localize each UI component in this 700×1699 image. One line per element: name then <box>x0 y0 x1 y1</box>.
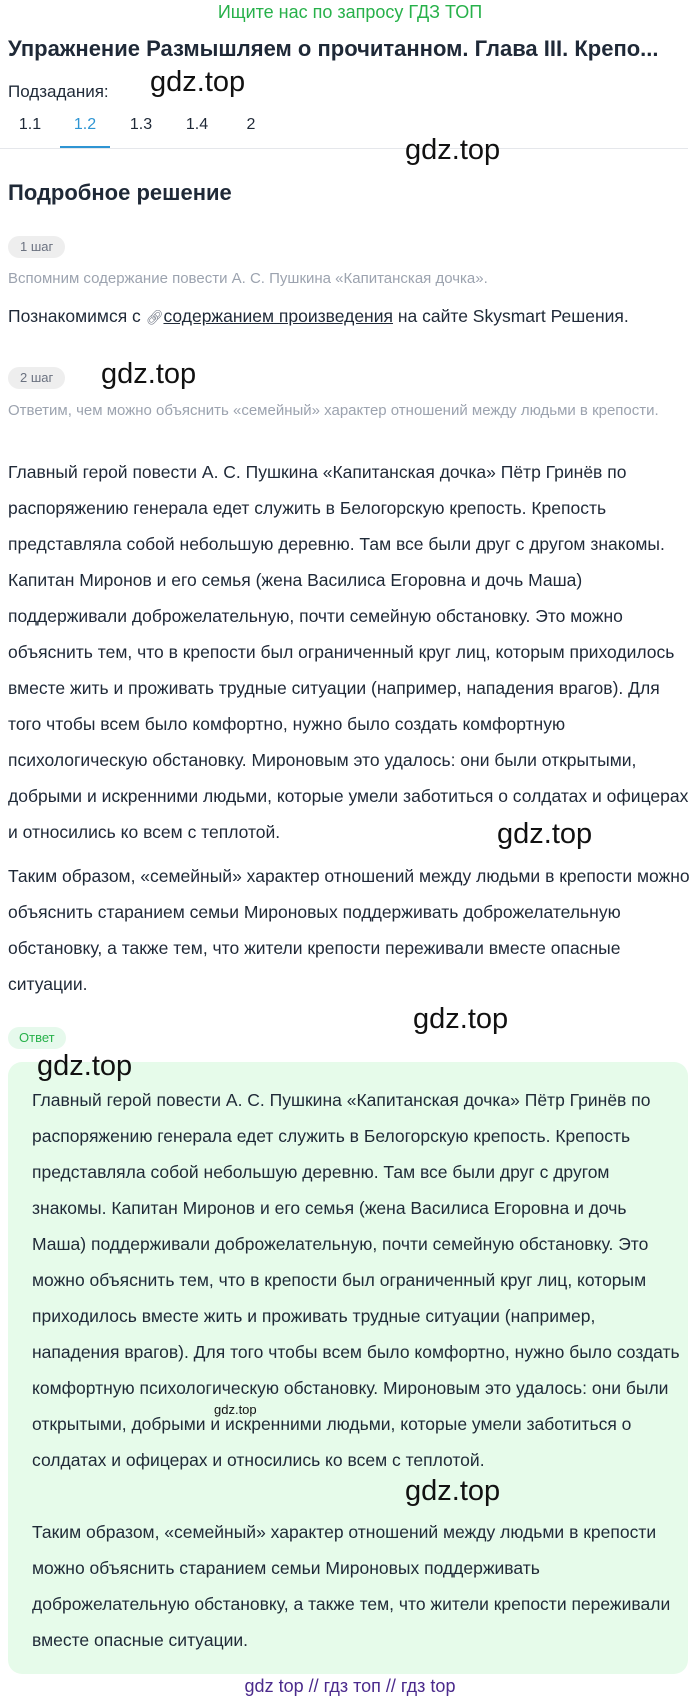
watermark: gdz.top <box>405 134 501 166</box>
answer-badge: Ответ <box>8 1027 66 1049</box>
subtask-tabs <box>0 108 688 149</box>
step-2-badge: 2 шаг <box>8 367 65 389</box>
watermark: gdz.top <box>413 1003 509 1035</box>
tab-1-4[interactable]: 1.4 <box>185 116 209 133</box>
answer-paragraph-1: Главный герой повести А. С. Пушкина «Капитанская дочка» Пётр Гринёв по распоряжению генерала едет служить в Белогорскую крепость. Крепость представляла собой небольшую деревню. Там все были друг с другом знакомы. Капитан Миронов и его семья (жена Василиса Егоровна и дочь Маша) поддерживали доброжелательную, почти семейную обстановку. Это можно объяснить тем, что в крепости был ограниченный круг лиц, которым приходилось вместе жить и проживать трудные ситуации (например, нападения врагов). Для того чтобы всем было комфортно, нужно было создать комфортную психологическую обстановку. Мироновым это удалось: они были открытыми, добрыми и искренними людьми, которые умели заботиться о солдатах и офицерах и относились ко всем с теплотой. <box>32 1090 680 1470</box>
step-2-hint: Ответим, чем можно объяснить «семейный» характер отношений между людьми в крепости. <box>8 402 659 419</box>
step-1-text-after: на сайте Skysmart Решения. <box>397 306 629 326</box>
section-title: Подробное решение <box>8 180 232 205</box>
watermark: gdz.top <box>150 66 246 98</box>
tab-1-2[interactable]: 1.2 <box>60 108 110 148</box>
search-banner[interactable]: Ищите нас по запросу ГДЗ ТОП <box>217 2 483 22</box>
link-icon: 🔗︎ <box>145 309 164 325</box>
watermark: gdz.top <box>101 358 197 390</box>
step-1-text <box>8 298 692 335</box>
answer-paragraph-2: Таким образом, «семейный» характер отношений между людьми в крепости можно объяснить старанием семьи Мироновых поддерживать доброжелательную обстановку, а также тем, что жители крепости переживали вместе опасные ситуации. <box>32 1522 671 1650</box>
watermark-small: gdz.top <box>214 1402 257 1417</box>
watermark: gdz.top <box>497 818 593 850</box>
watermark: gdz.top <box>405 1475 501 1507</box>
step-2-paragraph-1: Главный герой повести А. С. Пушкина «Капитанская дочка» Пётр Гринёв по распоряжению генерала едет служить в Белогорскую крепость. Крепость представляла собой небольшую деревню. Там все были друг с другом знакомы. Капитан Миронов и его семья (жена Василиса Егоровна и дочь Маша) поддерживали доброжелательную, почти семейную обстановку. Это можно объяснить тем, что в крепости был ограниченный круг лиц, которым приходилось вместе жить и проживать трудные ситуации (например, нападения врагов). Для того чтобы всем было комфортно, нужно было создать комфортную психологическую обстановку. Мироновым это удалось: они были открытыми, добрыми и искренними людьми, которые умели заботиться о солдатах и офицерах и относились ко всем с теплотой. <box>8 462 689 842</box>
tab-1-3[interactable]: 1.3 <box>129 116 153 133</box>
tab-2[interactable]: 2 <box>246 116 256 133</box>
page-title: Упражнение Размышляем о прочитанном. Глава III. Крепо... <box>8 36 659 61</box>
step-1-hint: Вспомним содержание повести А. С. Пушкина «Капитанская дочка». <box>8 270 488 287</box>
watermark: gdz.top <box>37 1050 133 1082</box>
content-link[interactable]: содержанием произведения <box>163 306 393 326</box>
step-2-paragraph-2: Таким образом, «семейный» характер отношений между людьми в крепости можно объяснить старанием семьи Мироновых поддерживать доброжелательную обстановку, а также тем, что жители крепости переживали вместе опасные ситуации. <box>8 866 690 994</box>
step-1-badge: 1 шаг <box>8 236 65 258</box>
answer-box <box>8 1062 688 1674</box>
footer-links[interactable]: gdz top // гдз топ // гдз top <box>244 1676 456 1696</box>
subtasks-label: Подзадания: <box>8 82 109 101</box>
step-1-text-before: Познакомимся с <box>8 306 141 326</box>
tab-1-1[interactable]: 1.1 <box>18 116 42 133</box>
